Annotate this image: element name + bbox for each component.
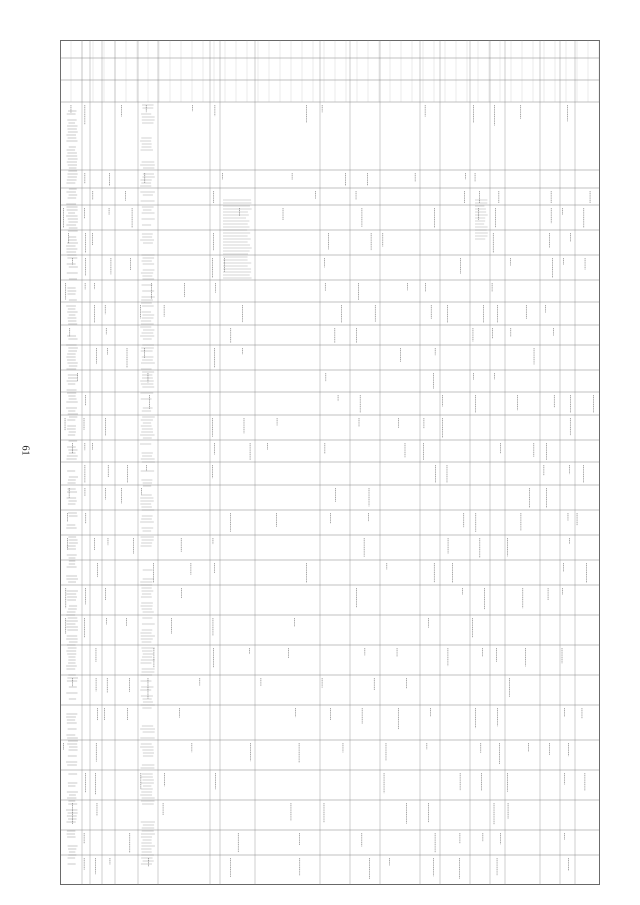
page-number: 61 [19, 445, 31, 456]
rotated-budget-table-sheet [60, 40, 600, 885]
table-frame [61, 41, 600, 885]
budget-table-drawing [60, 40, 600, 885]
